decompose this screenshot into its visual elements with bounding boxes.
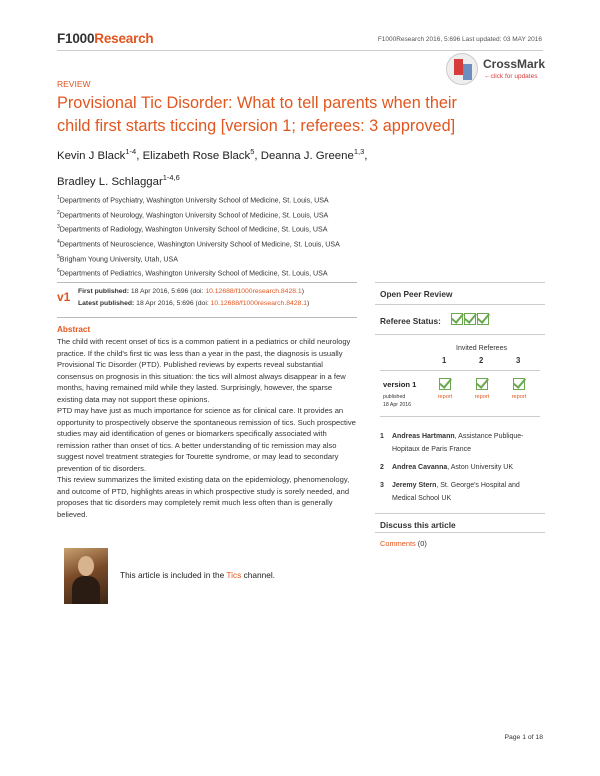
approved-check-icon bbox=[476, 378, 488, 390]
version-badge: v1 bbox=[57, 290, 71, 304]
referee-item: 2 Andrea Cavanna, Aston University UK bbox=[380, 464, 513, 471]
f1000research-logo[interactable] bbox=[57, 31, 153, 46]
crossmark-title: CrossMark bbox=[483, 57, 546, 71]
channel-thumbnail[interactable] bbox=[64, 548, 108, 604]
review-divider bbox=[375, 334, 545, 335]
affiliation: $^4$Departments of Neuroscience, Washington University School of Medicine, St. Louis, USA bbox=[57, 238, 340, 249]
approved-check-icon bbox=[451, 313, 463, 325]
doi-link[interactable]: 10.12688/f1000research.8428.1 bbox=[210, 300, 307, 307]
page-number: Page 1 of 18 bbox=[504, 734, 543, 741]
referee-name[interactable]: Andreas Hartmann bbox=[392, 433, 455, 440]
referee-report[interactable] bbox=[467, 378, 497, 400]
author-name[interactable]: Bradley L. Schlaggar bbox=[57, 175, 163, 188]
review-divider bbox=[375, 513, 545, 514]
affiliation: $^6$Departments of Pediatrics, Washington University School of Medicine, St. Louis, USA bbox=[57, 268, 328, 278]
abstract-paragraph: The child with recent onset of tics is a common patient in a pediatrics or child neurology practice. If the child's first tic was less than a year in the past, the diagnosis is usually Provisional Tic Disorder (PTD). Published reviews by experts reveal substantial consensus on prognosis in this situation: the tics will almost always disappear in a few months, having remained mild while they lasted. Surprisingly, however, the sparse existing data may not support these opinions. bbox=[57, 337, 351, 404]
referee-item: 1 Andreas Hartmann, Assistance Publique-Hopitaux de Paris France bbox=[380, 433, 524, 453]
report-link[interactable]: report bbox=[437, 394, 453, 400]
abstract-paragraph: PTD may have just as much importance for science as for clinical care. It provides an opportunity to prospectively observe the spontaneous remission of tics. Such prospective studies may aid identification of genes or biomarkers specifically associated with remission rather than onset of tics. A better understanding of tic remission may also suggest novel treatment strategies for Tourette syndrome, or may lead to secondary prevention of tic disorders. bbox=[57, 406, 356, 473]
referee-column-2: 2 bbox=[479, 356, 484, 365]
logo-f1000: F1000 bbox=[57, 31, 95, 46]
author-affil-sup: 1,3 bbox=[353, 147, 365, 156]
author-affil-sup: 1-4,6 bbox=[162, 172, 180, 182]
comments-link[interactable]: Comments bbox=[380, 539, 416, 548]
crossmark-icon bbox=[446, 53, 478, 85]
logo-research: Research bbox=[94, 31, 154, 46]
review-divider bbox=[375, 304, 545, 305]
version-published-date: 18 Apr 2016 bbox=[383, 402, 411, 408]
comments-line: Comments (0) bbox=[380, 539, 427, 548]
referee-report[interactable] bbox=[430, 378, 460, 400]
discuss-heading: Discuss this article bbox=[380, 520, 456, 530]
grid-divider bbox=[380, 370, 540, 371]
affiliation-list bbox=[57, 192, 397, 280]
first-published: First published: 18 Apr 2016, 5:696 (doi: 10.12688/f1000research.8428.1) bbox=[78, 288, 304, 295]
affiliation: $^1$Departments of Psychiatry, Washington University School of Medicine, St. Louis, USA bbox=[57, 195, 329, 205]
affiliation: $^5$Brigham Young University, Utah, USA bbox=[57, 253, 178, 263]
referee-name[interactable]: Jeremy Stern bbox=[392, 482, 437, 489]
author-list: Kevin J Black$^{1-4}$, Elizabeth Rose Black$^5$, Deanna J. Greene$^{1,3}$, Bradley L. Schlaggar$^{1-4,6}$ bbox=[57, 147, 368, 188]
author-affil-sup: 1-4 bbox=[125, 147, 137, 156]
channel-notice: This article is included in the Tics channel. bbox=[120, 570, 275, 580]
author-name[interactable]: Elizabeth Rose Black bbox=[142, 149, 251, 162]
abstract-paragraph: This review summarizes the limited existing data on the epidemiology, phenomenology, and outcome of PTD, highlights areas in which prospective study is sorely needed, and proposes that tic disorders may completely remit much less often than is generally believed. bbox=[57, 475, 350, 519]
review-top-divider bbox=[375, 282, 545, 283]
tics-channel-link[interactable]: Tics bbox=[226, 570, 242, 580]
approved-check-icon bbox=[439, 378, 451, 390]
approved-check-icon bbox=[513, 378, 525, 390]
version-1-label: version 1 bbox=[383, 380, 417, 389]
abstract-body bbox=[57, 336, 357, 520]
header-divider bbox=[57, 50, 543, 51]
report-link[interactable]: report bbox=[511, 394, 527, 400]
version-published-label: published bbox=[383, 394, 406, 400]
referee-status-label: Referee Status: bbox=[380, 316, 441, 326]
referee-item: 3 Jeremy Stern, St. George's Hospital and Medical School UK bbox=[380, 482, 520, 502]
affiliation: $^2$Departments of Neurology, Washington University School of Medicine, St. Louis, USA bbox=[57, 209, 329, 220]
article-type: REVIEW bbox=[57, 79, 91, 89]
left-top-divider bbox=[57, 282, 357, 283]
article-title: Provisional Tic Disorder: What to tell parents when their child first starts ticcing [version 1; referees: 3 approved] bbox=[57, 94, 457, 135]
referee-column-1: 1 bbox=[442, 356, 447, 365]
referee-column-3: 3 bbox=[516, 356, 521, 365]
author-name[interactable]: Kevin J Black bbox=[57, 149, 126, 162]
citation-line: F1000Research 2016, 5:696 Last updated: 03 MAY 2016 bbox=[377, 36, 542, 43]
latest-published: Latest published: 18 Apr 2016, 5:696 (doi: 10.12688/f1000research.8428.1) bbox=[78, 300, 310, 307]
grid-divider bbox=[380, 416, 540, 417]
author-name[interactable]: Deanna J. Greene bbox=[260, 149, 354, 162]
doi-link[interactable]: 10.12688/f1000research.8428.1 bbox=[205, 288, 302, 295]
approved-check-icon bbox=[477, 313, 489, 325]
review-divider bbox=[375, 532, 545, 533]
report-link[interactable]: report bbox=[474, 394, 490, 400]
crossmark-subtitle: ←click for updates bbox=[484, 73, 538, 80]
crossmark-badge[interactable] bbox=[446, 53, 546, 85]
affiliation: $^3$Departments of Radiology, Washington University School of Medicine, St. Louis, USA bbox=[57, 224, 328, 234]
referee-status-ticks bbox=[451, 312, 490, 330]
abstract-heading: Abstract bbox=[57, 325, 91, 334]
open-peer-review-heading: Open Peer Review bbox=[380, 289, 453, 299]
left-mid-divider bbox=[57, 317, 357, 318]
referee-report[interactable] bbox=[504, 378, 534, 400]
author-affil-sup: 5 bbox=[250, 147, 255, 156]
referee-name[interactable]: Andrea Cavanna bbox=[392, 464, 448, 471]
approved-check-icon bbox=[464, 313, 476, 325]
invited-referees-label: Invited Referees bbox=[456, 345, 507, 352]
